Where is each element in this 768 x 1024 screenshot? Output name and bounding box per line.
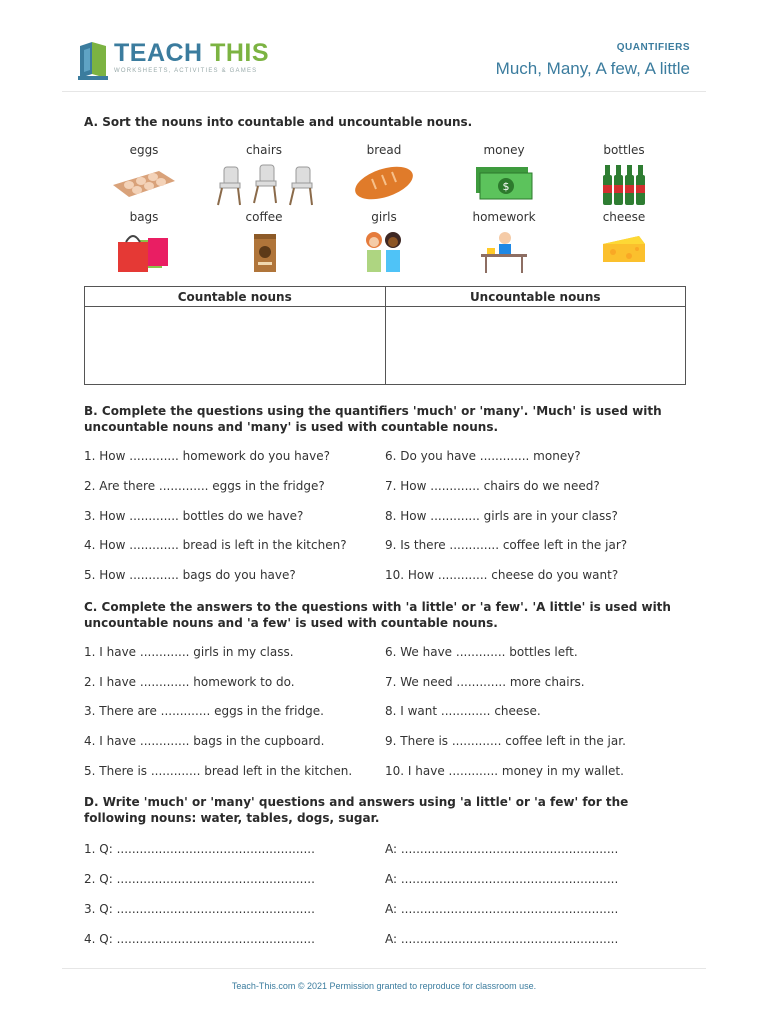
write-answer-line[interactable]: A: ......................................................... (385, 872, 619, 886)
countable-cell[interactable] (85, 307, 386, 385)
noun-money: money $ (454, 143, 554, 203)
write-answer-line[interactable]: A: ......................................................... (385, 902, 619, 916)
bottles-icon (599, 163, 649, 207)
girls-icon (359, 230, 409, 274)
write-answer-line[interactable]: A: ......................................................... (385, 842, 619, 856)
write-answer-line[interactable]: A: ......................................................... (385, 932, 619, 946)
question-item: 2. Are there ............. eggs in the fridge? (84, 479, 325, 493)
noun-homework: homework (454, 210, 554, 274)
question-item: 4. How ............. bread is left in the kitchen? (84, 538, 347, 552)
countable-header: Countable nouns (85, 287, 386, 307)
noun-coffee: coffee (214, 210, 314, 274)
answer-item: 7. We need ............. more chairs. (385, 675, 585, 689)
question-item: 9. Is there ............. coffee left in the jar? (385, 538, 628, 552)
write-question-line[interactable]: 1. Q: .................................................... (84, 842, 315, 856)
worksheet-header (62, 36, 706, 92)
shopping-bags-icon (112, 230, 176, 274)
noun-eggs: eggs (94, 143, 194, 203)
write-question-line[interactable]: 3. Q: .................................................... (84, 902, 315, 916)
answer-item: 2. I have ............. homework to do. (84, 675, 295, 689)
answer-item: 3. There are ............. eggs in the fridge. (84, 704, 324, 718)
egg-carton-icon (109, 163, 179, 203)
logo (76, 40, 269, 80)
noun-chairs: chairs (214, 143, 314, 207)
noun-bottles: bottles (574, 143, 674, 207)
section-b-title: B. Complete the questions using the quantifiers 'much' or 'many'. 'Much' is used with uncountable nouns and 'many' is used with countable nouns. (84, 404, 662, 434)
coffee-bag-icon (244, 230, 284, 274)
question-item: 1. How ............. homework do you have? (84, 449, 330, 463)
noun-girls: girls (334, 210, 434, 274)
question-item: 5. How ............. bags do you have? (84, 568, 296, 582)
question-item: 6. Do you have ............. money? (385, 449, 581, 463)
bread-icon (352, 163, 416, 203)
logo-name: TEACH THIS (114, 39, 270, 67)
answer-item: 5. There is ............. bread left in the kitchen. (84, 764, 353, 778)
section-a-title: A. Sort the nouns into countable and uncountable nouns. (84, 115, 473, 129)
answer-item: 10. I have ............. money in my wallet. (385, 764, 624, 778)
svg-text:$: $ (502, 180, 510, 193)
chairs-icon (214, 163, 326, 207)
uncountable-cell[interactable] (385, 307, 686, 385)
worksheet-title: Much, Many, A few, A little (495, 59, 690, 78)
answer-item: 8. I want ............. cheese. (385, 704, 541, 718)
question-item: 7. How ............. chairs do we need? (385, 479, 600, 493)
money-icon (472, 163, 536, 203)
question-item: 3. How ............. bottles do we have? (84, 509, 304, 523)
homework-icon (479, 230, 529, 274)
write-question-line[interactable]: 2. Q: .................................................... (84, 872, 315, 886)
cheese-icon (599, 230, 649, 270)
answer-item: 1. I have ............. girls in my class. (84, 645, 294, 659)
book-logo-icon (76, 40, 110, 80)
sort-table (84, 286, 686, 385)
uncountable-header: Uncountable nouns (385, 287, 686, 307)
answer-item: 4. I have ............. bags in the cupboard. (84, 734, 325, 748)
worksheet-topic: QUANTIFIERS (616, 42, 690, 53)
write-question-line[interactable]: 4. Q: .................................................... (84, 932, 315, 946)
noun-bags: bags (94, 210, 194, 274)
footer-copyright: Teach-This.com © 2021 Permission granted to reproduce for classroom use. (62, 968, 706, 991)
section-d-title: D. Write 'much' or 'many' questions and answers using 'a little' or 'a few' for the following nouns: water, tables, dogs, sugar. (84, 795, 629, 825)
noun-cheese: cheese (574, 210, 674, 270)
section-c-title: C. Complete the answers to the questions with 'a little' or 'a few'. 'A little' is used with uncountable nouns and 'a few' is used with countable nouns. (84, 600, 671, 630)
answer-item: 9. There is ............. coffee left in the jar. (385, 734, 626, 748)
question-item: 8. How ............. girls are in your class? (385, 509, 618, 523)
logo-tagline: WORKSHEETS, ACTIVITIES & GAMES (114, 68, 258, 74)
question-item: 10. How ............. cheese do you want? (385, 568, 619, 582)
answer-item: 6. We have ............. bottles left. (385, 645, 578, 659)
noun-bread: bread (334, 143, 434, 203)
